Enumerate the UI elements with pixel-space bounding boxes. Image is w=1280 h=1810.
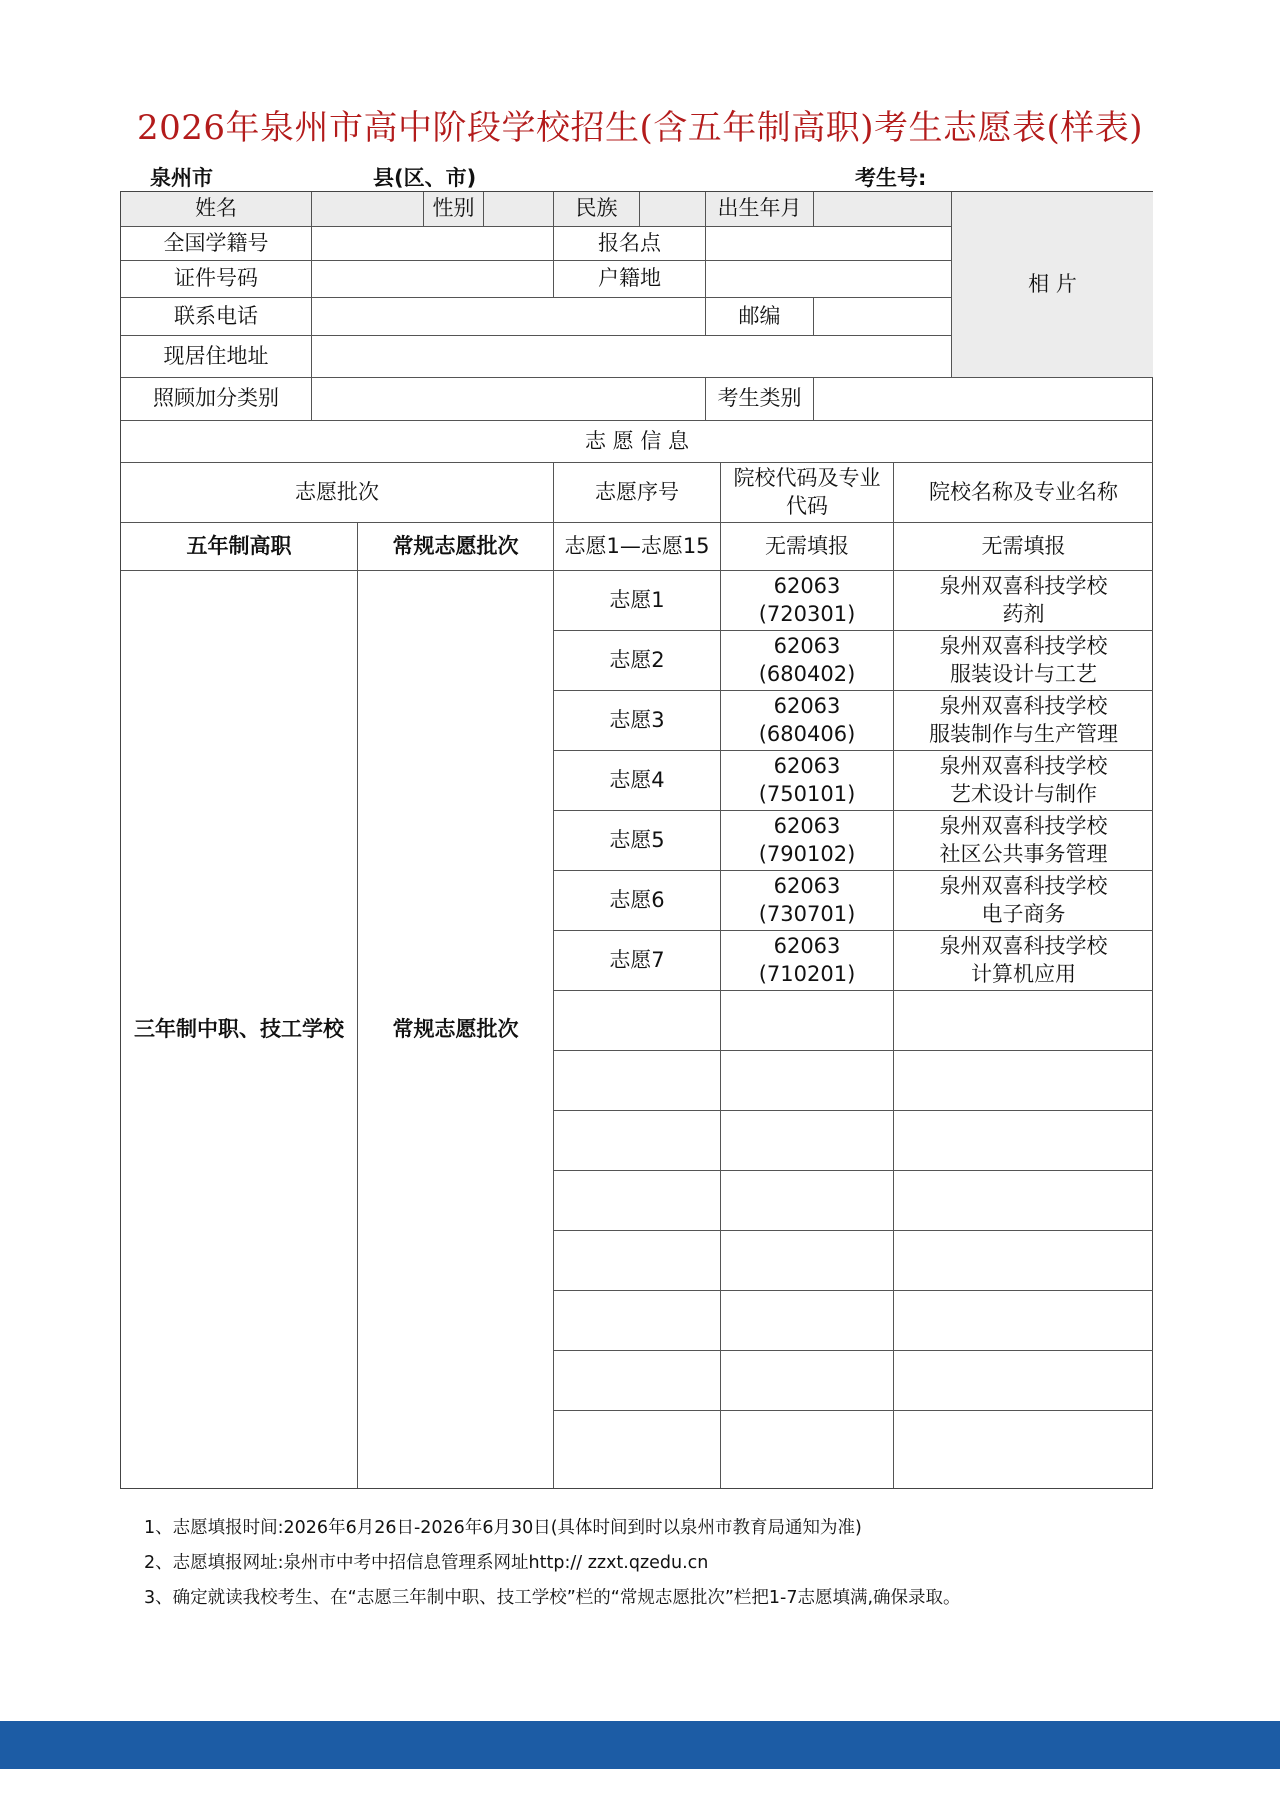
reg-point-field[interactable] xyxy=(706,227,952,261)
footer-bar xyxy=(0,1721,1280,1769)
school-code: 62063 xyxy=(773,934,841,959)
county-label: 县(区、市) xyxy=(373,166,477,190)
choice-seq: 志愿1 xyxy=(554,571,721,631)
exam-no-label: 考生号: xyxy=(855,166,927,190)
major-name: 服装制作与生产管理 xyxy=(929,721,1118,746)
school-name: 泉州双喜科技学校 xyxy=(939,874,1108,899)
choice-name[interactable] xyxy=(894,931,1153,991)
id-no-field[interactable] xyxy=(312,261,554,298)
five-year-name: 无需填报 xyxy=(894,523,1153,571)
choice-seq: 志愿3 xyxy=(554,691,721,751)
choice-seq: 志愿2 xyxy=(554,631,721,691)
major-name: 服装设计与工艺 xyxy=(950,661,1097,686)
choice-code[interactable] xyxy=(721,571,894,631)
major-name: 药剂 xyxy=(1002,601,1045,626)
household-label: 户籍地 xyxy=(554,261,706,298)
school-code: 62063 xyxy=(773,574,841,599)
school-name: 泉州双喜科技学校 xyxy=(939,574,1108,599)
empty-code[interactable] xyxy=(721,991,894,1051)
choice-seq: 志愿5 xyxy=(554,811,721,871)
empty-seq[interactable] xyxy=(554,1231,721,1291)
city-label: 泉州市 xyxy=(150,166,213,190)
choice-seq: 志愿4 xyxy=(554,751,721,811)
birth-label: 出生年月 xyxy=(706,192,814,227)
major-name: 计算机应用 xyxy=(971,961,1076,986)
photo-box[interactable]: 相 片 xyxy=(952,192,1153,378)
choice-name[interactable] xyxy=(894,871,1153,931)
birth-field[interactable] xyxy=(814,192,952,227)
choice-code[interactable] xyxy=(721,871,894,931)
three-year-batch: 常规志愿批次 xyxy=(358,571,554,1488)
five-year-code: 无需填报 xyxy=(721,523,894,571)
id-no-label: 证件号码 xyxy=(121,261,312,298)
gender-field[interactable] xyxy=(484,192,554,227)
empty-name[interactable] xyxy=(894,1411,1153,1488)
bonus-field[interactable] xyxy=(312,378,706,421)
col-code-header xyxy=(721,463,894,523)
five-year-seq: 志愿1—志愿15 xyxy=(554,523,721,571)
empty-code[interactable] xyxy=(721,1231,894,1291)
choice-code[interactable] xyxy=(721,631,894,691)
address-field[interactable] xyxy=(312,336,952,378)
col-seq-header: 志愿序号 xyxy=(554,463,721,523)
major-name: 社区公共事务管理 xyxy=(939,841,1108,866)
choice-code[interactable] xyxy=(721,931,894,991)
name-label: 姓名 xyxy=(121,192,312,227)
empty-name[interactable] xyxy=(894,1171,1153,1231)
empty-name[interactable] xyxy=(894,1231,1153,1291)
choice-code[interactable] xyxy=(721,751,894,811)
empty-seq[interactable] xyxy=(554,991,721,1051)
major-code: (730701) xyxy=(758,901,856,926)
bonus-label: 照顾加分类别 xyxy=(121,378,312,421)
choice-name[interactable] xyxy=(894,631,1153,691)
student-id-label: 全国学籍号 xyxy=(121,227,312,261)
exam-no-line xyxy=(855,162,1101,192)
col-code-header-line2: 代码 xyxy=(786,493,828,518)
choice-seq: 志愿6 xyxy=(554,871,721,931)
major-code: (680406) xyxy=(758,721,856,746)
empty-seq[interactable] xyxy=(554,1171,721,1231)
phone-field[interactable] xyxy=(312,298,706,336)
empty-name[interactable] xyxy=(894,1051,1153,1111)
empty-seq[interactable] xyxy=(554,1411,721,1488)
phone-label: 联系电话 xyxy=(121,298,312,336)
exam-no-blank[interactable] xyxy=(926,171,1101,192)
empty-code[interactable] xyxy=(721,1171,894,1231)
category-label: 考生类别 xyxy=(706,378,814,421)
note-instruction: 3、确定就读我校考生、在“志愿三年制中职、技工学校”栏的“常规志愿批次”栏把1-7志愿填满,确保录取。 xyxy=(144,1588,961,1608)
notes xyxy=(144,1511,961,1616)
empty-seq[interactable] xyxy=(554,1351,721,1411)
empty-code[interactable] xyxy=(721,1051,894,1111)
col-name-header: 院校名称及专业名称 xyxy=(894,463,1153,523)
choice-seq: 志愿7 xyxy=(554,931,721,991)
postcode-label: 邮编 xyxy=(706,298,814,336)
choice-name[interactable] xyxy=(894,571,1153,631)
school-name: 泉州双喜科技学校 xyxy=(939,934,1108,959)
major-code: (750101) xyxy=(758,781,856,806)
category-field[interactable] xyxy=(814,378,1153,421)
empty-seq[interactable] xyxy=(554,1111,721,1171)
empty-code[interactable] xyxy=(721,1351,894,1411)
choice-code[interactable] xyxy=(721,811,894,871)
empty-name[interactable] xyxy=(894,1111,1153,1171)
choice-name[interactable] xyxy=(894,751,1153,811)
address-label: 现居住地址 xyxy=(121,336,312,378)
empty-name[interactable] xyxy=(894,1351,1153,1411)
student-id-field[interactable] xyxy=(312,227,554,261)
note-time: 1、志愿填报时间:2026年6月26日-2026年6月30日(具体时间到时以泉州市教育局通知为准) xyxy=(144,1518,862,1538)
city-line xyxy=(150,162,476,192)
col-code-header-line1: 院校代码及专业 xyxy=(733,466,881,491)
three-year-type: 三年制中职、技工学校 xyxy=(121,571,358,1488)
ethnicity-label: 民族 xyxy=(554,192,640,227)
school-code: 62063 xyxy=(773,814,841,839)
major-name: 电子商务 xyxy=(981,901,1066,926)
school-code: 62063 xyxy=(773,874,841,899)
empty-seq[interactable] xyxy=(554,1051,721,1111)
five-year-batch: 常规志愿批次 xyxy=(358,523,554,571)
empty-code[interactable] xyxy=(721,1411,894,1488)
school-code: 62063 xyxy=(773,754,841,779)
school-name: 泉州双喜科技学校 xyxy=(939,754,1108,779)
major-name: 艺术设计与制作 xyxy=(950,781,1097,806)
choice-code[interactable] xyxy=(721,691,894,751)
empty-code[interactable] xyxy=(721,1111,894,1171)
page-title: 2026年泉州市高中阶段学校招生(含五年制高职)考生志愿表(样表) xyxy=(136,108,1144,148)
col-batch-header: 志愿批次 xyxy=(121,463,554,523)
empty-name[interactable] xyxy=(894,1291,1153,1351)
reg-point-label: 报名点 xyxy=(554,227,706,261)
empty-name[interactable] xyxy=(894,991,1153,1051)
ethnicity-field[interactable] xyxy=(640,192,706,227)
major-code: (720301) xyxy=(758,601,856,626)
school-name: 泉州双喜科技学校 xyxy=(939,694,1108,719)
note-website: 2、志愿填报网址:泉州市中考中招信息管理系网址http:// zzxt.qzedu.cn xyxy=(144,1553,709,1573)
choice-name[interactable] xyxy=(894,811,1153,871)
household-field[interactable] xyxy=(706,261,952,298)
postcode-field[interactable] xyxy=(814,298,952,336)
empty-seq[interactable] xyxy=(554,1291,721,1351)
choice-name[interactable] xyxy=(894,691,1153,751)
section-title: 志 愿 信 息 xyxy=(121,421,1153,463)
school-name: 泉州双喜科技学校 xyxy=(939,814,1108,839)
county-blank[interactable] xyxy=(213,171,373,192)
name-field[interactable] xyxy=(312,192,424,227)
gender-label: 性别 xyxy=(424,192,484,227)
school-name: 泉州双喜科技学校 xyxy=(939,634,1108,659)
five-year-type: 五年制高职 xyxy=(121,523,358,571)
major-code: (680402) xyxy=(758,661,856,686)
application-form xyxy=(120,191,1153,1489)
major-code: (790102) xyxy=(758,841,856,866)
school-code: 62063 xyxy=(773,634,841,659)
empty-code[interactable] xyxy=(721,1291,894,1351)
major-code: (710201) xyxy=(758,961,856,986)
school-code: 62063 xyxy=(773,694,841,719)
